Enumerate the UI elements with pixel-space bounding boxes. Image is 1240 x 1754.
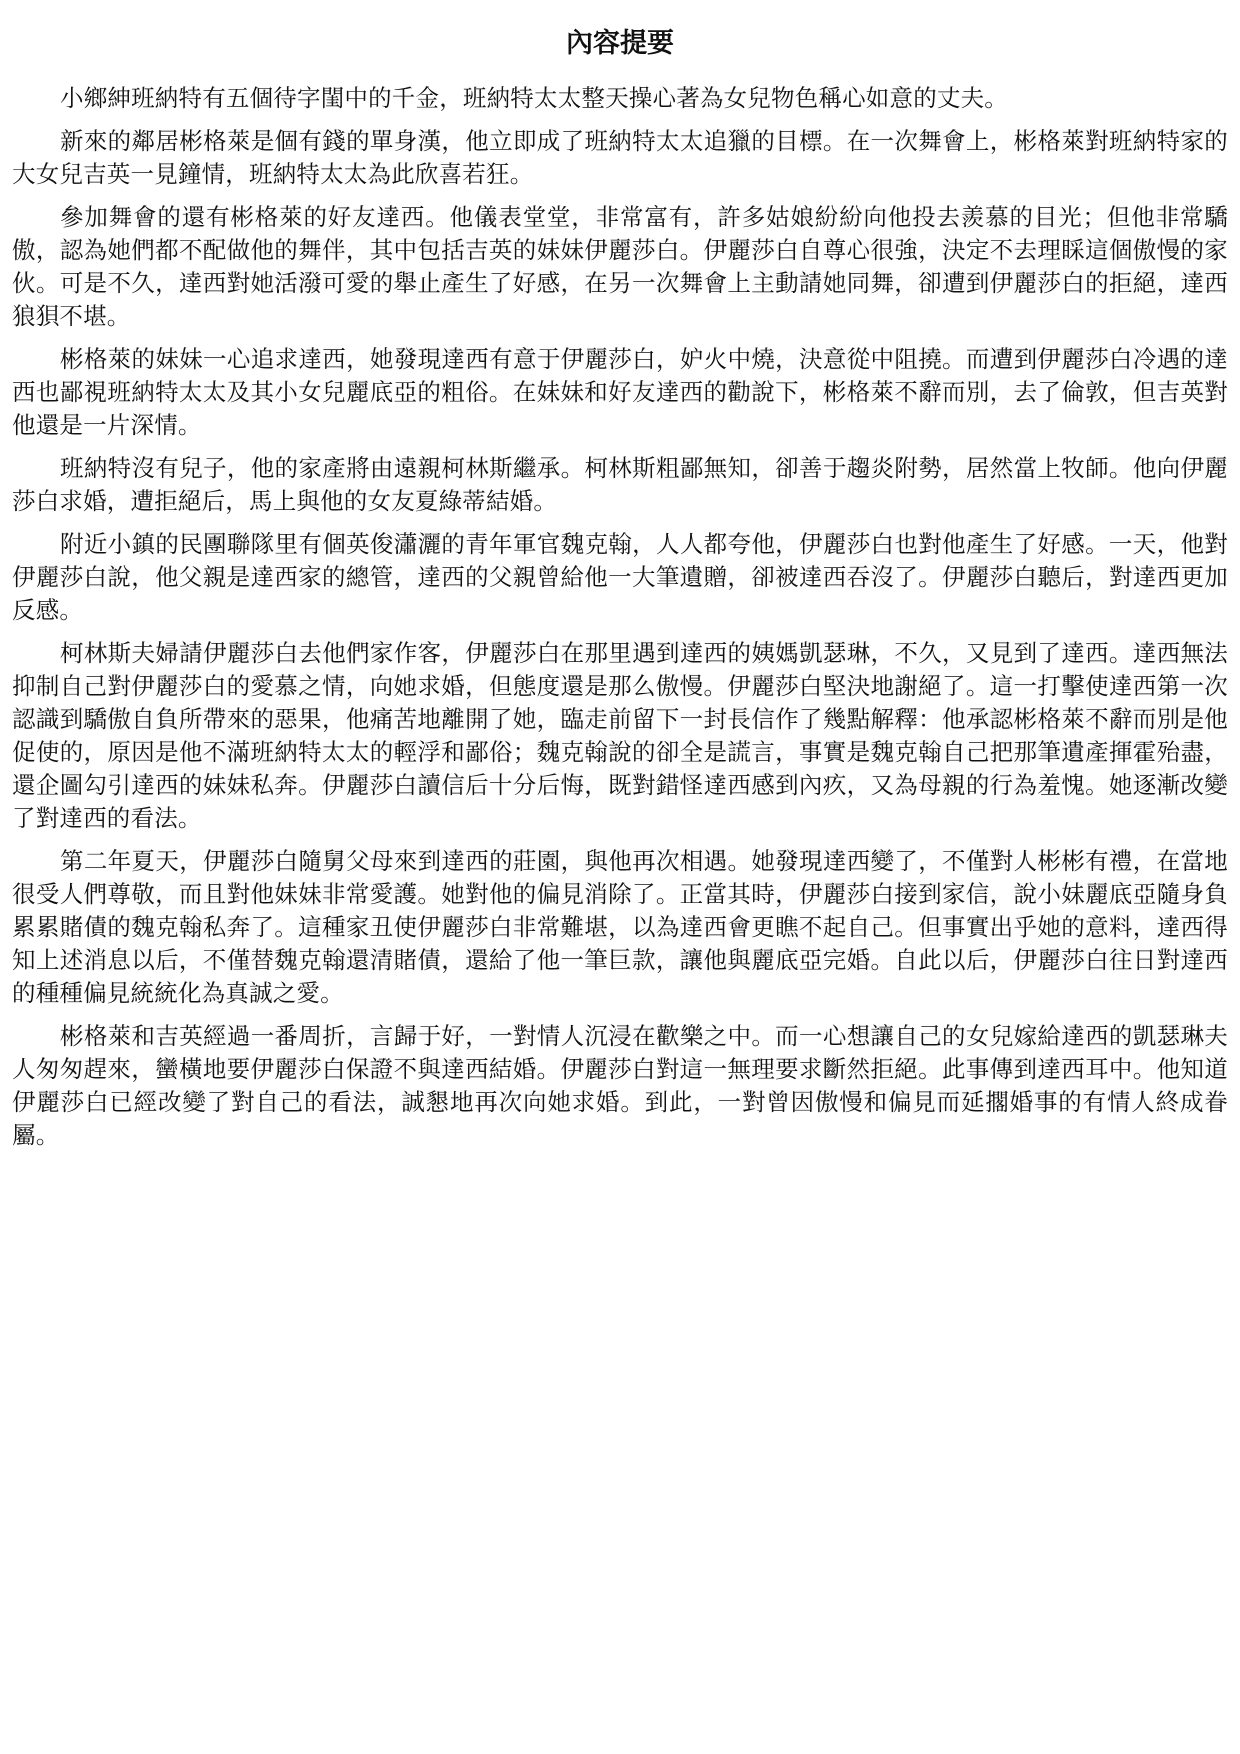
document-page: [12, 24, 1228, 1162]
paragraph: 班納特沒有兒子，他的家產將由遠親柯林斯繼承。柯林斯粗鄙無知，卻善于趨炎附勢，居然當上牧師。他向伊麗莎白求婚，遭拒絕后，馬上與他的女友夏綠蒂結婚。: [12, 454, 1228, 515]
paragraph: 彬格萊的妹妹一心追求達西，她發現達西有意于伊麗莎白，妒火中燒，決意從中阻撓。而遭到伊麗莎白冷遇的達西也鄙視班納特太太及其小女兒麗底亞的粗俗。在妹妹和好友達西的勸說下，彬格萊不辭而別，去了倫敦，但吉英對他還是一片深情。: [12, 345, 1228, 439]
page-title: 內容提要: [566, 28, 674, 59]
paragraph: 附近小鎮的民團聯隊里有個英俊瀟灑的青年軍官魏克翰，人人都夸他，伊麗莎白也對他產生了好感。一天，他對伊麗莎白說，他父親是達西家的總管，達西的父親曾給他一大筆遺贈，卻被達西吞沒了。伊麗莎白聽后，對達西更加反感。: [12, 530, 1228, 624]
paragraph: 柯林斯夫婦請伊麗莎白去他們家作客，伊麗莎白在那里遇到達西的姨媽凱瑟琳，不久，又見到了達西。達西無法抑制自己對伊麗莎白的愛慕之情，向她求婚，但態度還是那么傲慢。伊麗莎白堅決地謝絕了。這一打擊使達西第一次認識到驕傲自負所帶來的惡果，他痛苦地離開了她，臨走前留下一封長信作了幾點解釋：他承認彬格萊不辭而別是他促使的，原因是他不滿班納特太太的輕浮和鄙俗；魏克翰說的卻全是謊言，事實是魏克翰自己把那筆遺產揮霍殆盡，還企圖勾引達西的妹妹私奔。伊麗莎白讀信后十分后悔，既對錯怪達西感到內疚，又為母親的行為羞愧。她逐漸改變了對達西的看法。: [12, 639, 1228, 832]
paragraph: 新來的鄰居彬格萊是個有錢的單身漢，他立即成了班納特太太追獵的目標。在一次舞會上，彬格萊對班納特家的大女兒吉英一見鐘情，班納特太太為此欣喜若狂。: [12, 127, 1228, 188]
paragraph: 彬格萊和吉英經過一番周折，言歸于好，一對情人沉浸在歡樂之中。而一心想讓自己的女兒嫁給達西的凱瑟琳夫人匆匆趕來，蠻橫地要伊麗莎白保證不與達西結婚。伊麗莎白對這一無理要求斷然拒絕。此事傳到達西耳中。他知道伊麗莎白已經改變了對自己的看法，誠懇地再次向她求婚。到此，一對曾因傲慢和偏見而延擱婚事的有情人終成眷屬。: [12, 1022, 1228, 1149]
paragraph: 小鄉紳班納特有五個待字閨中的千金，班納特太太整天操心著為女兒物色稱心如意的丈夫。: [60, 84, 1008, 112]
paragraph: 參加舞會的還有彬格萊的好友達西。他儀表堂堂，非常富有，許多姑娘紛紛向他投去羨慕的目光；但他非常驕傲，認為她們都不配做他的舞伴，其中包括吉英的妹妹伊麗莎白。伊麗莎白自尊心很強，決定不去理睬這個傲慢的家伙。可是不久，達西對她活潑可愛的舉止產生了好感，在另一次舞會上主動請她同舞，卻遭到伊麗莎白的拒絕，達西狼狽不堪。: [12, 203, 1228, 330]
paragraph: 第二年夏天，伊麗莎白隨舅父母來到達西的莊園，與他再次相遇。她發現達西變了，不僅對人彬彬有禮，在當地很受人們尊敬，而且對他妹妹非常愛護。她對他的偏見消除了。正當其時，伊麗莎白接到家信，說小妹麗底亞隨身負累累賭債的魏克翰私奔了。這種家丑使伊麗莎白非常難堪，以為達西會更瞧不起自己。但事實出乎她的意料，達西得知上述消息以后，不僅替魏克翰還清賭債，還給了他一筆巨款，讓他與麗底亞完婚。自此以后，伊麗莎白往日對達西的種種偏見統統化為真誠之愛。: [12, 847, 1228, 1007]
